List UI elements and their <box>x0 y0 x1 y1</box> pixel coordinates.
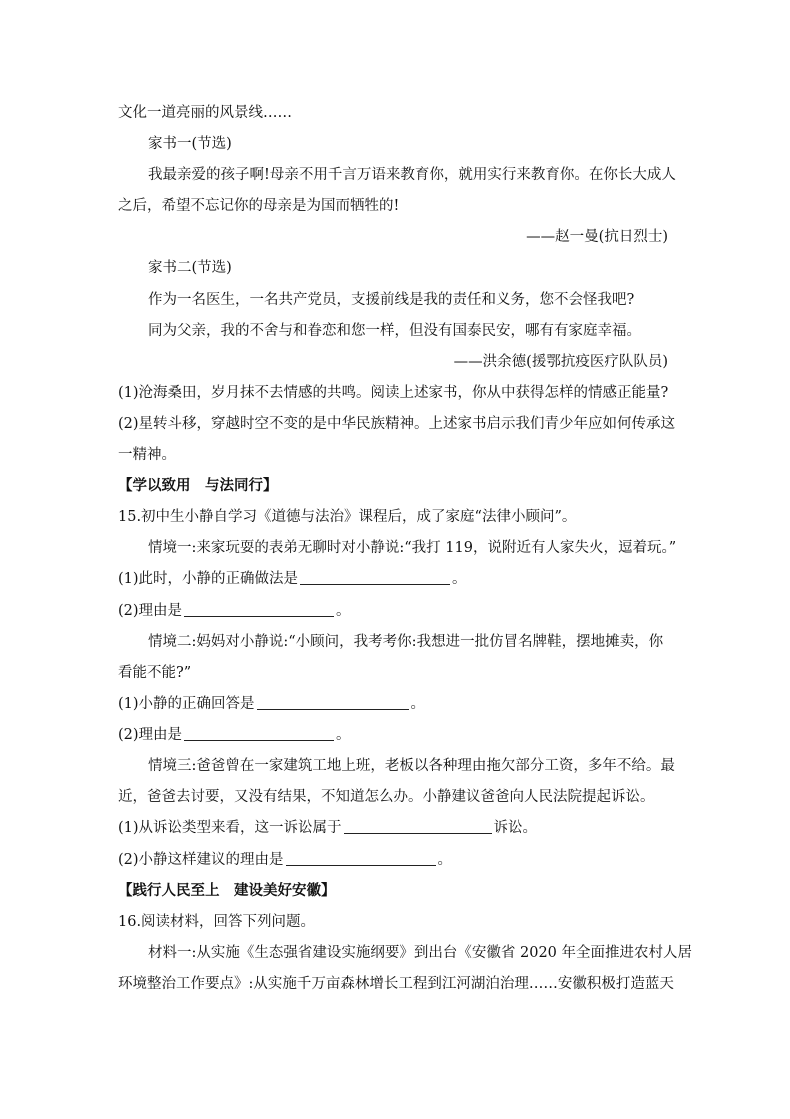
letter-two-heading: 家书二(节选) <box>148 260 232 276</box>
answer-blank[interactable] <box>184 726 334 741</box>
question-15: 15.初中生小静自学习《道德与法治》课程后，成了家庭“法律小顾问”。 <box>118 509 577 525</box>
fill-in-item <box>118 850 678 870</box>
question-16: 16.阅读材料，回答下列问题。 <box>118 914 316 930</box>
letter-one-heading: 家书一(节选) <box>148 136 232 152</box>
text-line: 看能不能?” <box>118 665 192 681</box>
text-line: 之后，希望不忘记你的母亲是为国而牺牲的! <box>118 198 400 214</box>
fill-in-item <box>118 569 678 589</box>
answer-blank[interactable] <box>286 851 436 866</box>
scenario-two: 情境二:妈妈对小静说:“小顾问，我考考你:我想进一批仿冒名牌鞋，摆地摊卖，你 <box>148 634 664 650</box>
item-label: (1)小静的正确回答是 <box>118 696 255 712</box>
item-end: 。 <box>336 727 351 743</box>
text-line: 环境整治工作要点》:从实施千万亩森林增长工程到江河湖泊治理……安徽积极打造蓝天 <box>118 976 674 992</box>
item-end: 。 <box>452 571 467 587</box>
answer-blank[interactable] <box>300 570 450 585</box>
item-end: 诉讼。 <box>493 820 538 836</box>
answer-blank[interactable] <box>344 819 492 834</box>
answer-blank[interactable] <box>257 695 409 710</box>
fill-in-item <box>118 694 678 714</box>
text-line: 近，爸爸去讨要，又没有结果，不知道怎么办。小静建议爸爸向人民法院提起诉讼。 <box>118 789 655 805</box>
question-text: (1)沧海桑田，岁月抹不去情感的共鸣。阅读上述家书，你从中获得怎样的情感正能量? <box>118 385 669 401</box>
text-line: 我最亲爱的孩子啊!母亲不用千言万语来教育你，就用实行来教育你。在你长大成人 <box>148 167 676 183</box>
fill-in-item <box>118 818 678 838</box>
answer-blank[interactable] <box>184 602 334 617</box>
section-heading: 【学以致用 与法同行】 <box>118 477 278 494</box>
letter-one-signature: ——赵一曼(抗日烈士) <box>526 229 668 245</box>
question-text: 一精神。 <box>118 447 176 463</box>
text-line: 作为一名医生，一名共产党员，支援前线是我的责任和义务，您不会怪我吧? <box>148 292 635 308</box>
scenario-one: 情境一:来家玩耍的表弟无聊时对小静说:“我打 119，说附近有人家失火，逗着玩。” <box>148 540 677 556</box>
question-text: (2)星转斗移，穿越时空不变的是中华民族精神。上述家书启示我们青少年应如何传承这 <box>118 416 676 432</box>
item-end: 。 <box>410 696 426 712</box>
item-label: (2)理由是 <box>118 727 183 743</box>
fill-in-item <box>118 601 678 621</box>
item-end: 。 <box>336 603 351 619</box>
item-end: 。 <box>437 852 453 868</box>
text-line: 同为父亲，我的不舍与和眷恋和您一样，但没有国泰民安，哪有有家庭幸福。 <box>148 323 641 339</box>
text-line: 文化一道亮丽的风景线…… <box>118 105 292 121</box>
fill-in-item <box>118 725 678 745</box>
item-label: (1)从诉讼类型来看，这一诉讼属于 <box>118 820 342 836</box>
item-label: (2)小静这样建议的理由是 <box>118 852 284 868</box>
item-label: (1)此时，小静的正确做法是 <box>118 571 299 587</box>
item-label: (2)理由是 <box>118 603 183 619</box>
letter-two-signature: ——洪余德(援鄂抗疫医疗队队员) <box>453 354 668 370</box>
material-one: 材料一:从实施《生态强省建设实施纲要》到出台《安徽省 2020 年全面推进农村人居 <box>148 945 693 961</box>
scenario-three: 情境三:爸爸曾在一家建筑工地上班，老板以各种理由拖欠部分工资，多年不给。最 <box>148 758 675 774</box>
section-heading: 【践行人民至上 建设美好安徽】 <box>118 882 336 899</box>
